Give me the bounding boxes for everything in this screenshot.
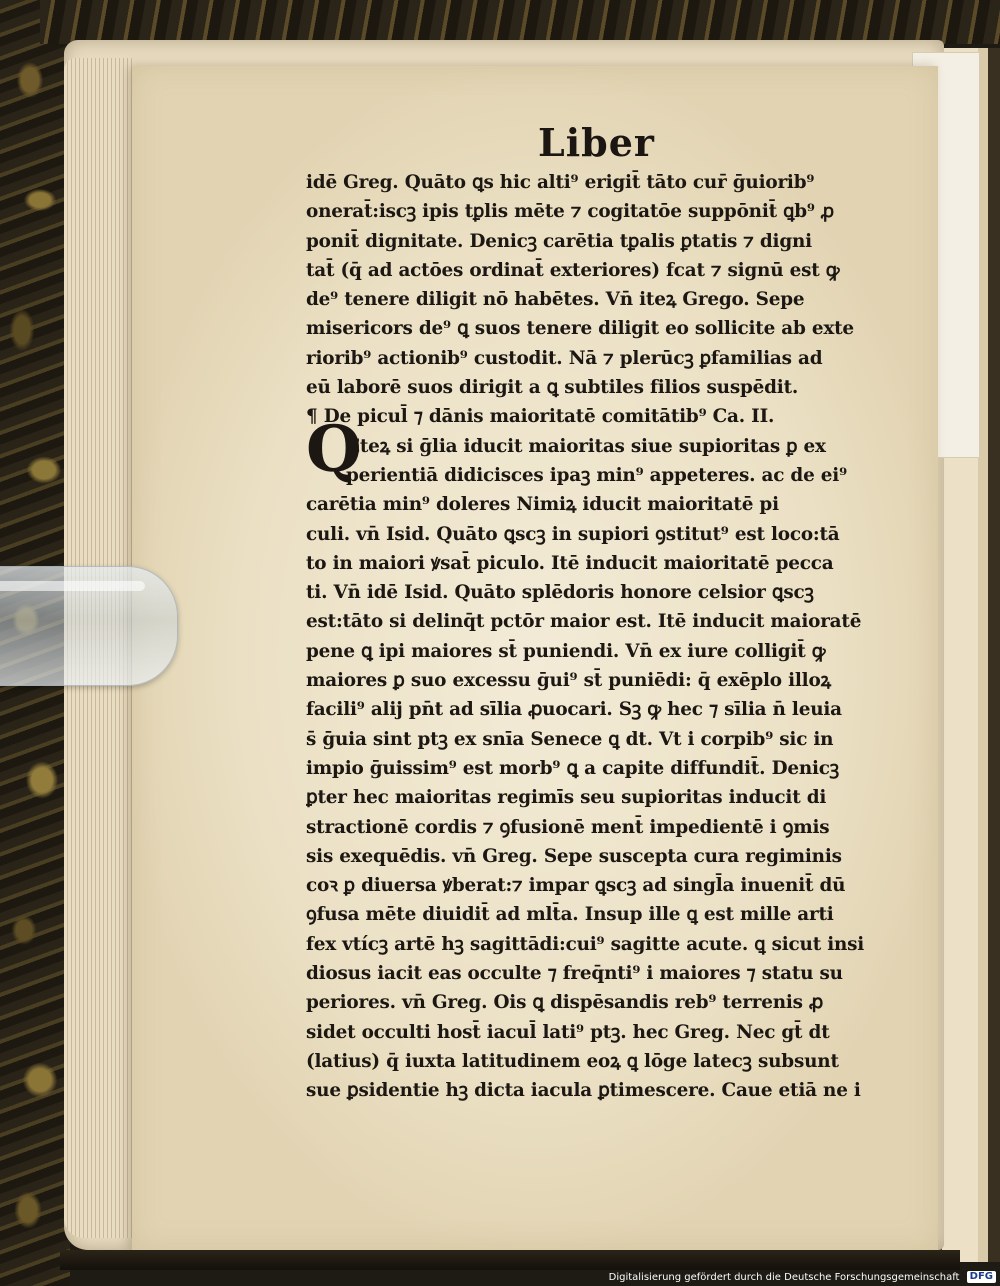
running-head: Liber xyxy=(538,120,655,165)
text-line: ti. Vn̄ idē Isid. Quāto splēdoris honore celsior ꝗscꝫ xyxy=(306,582,814,604)
text-line: coꝛ ꝑ diuersa ꝟberat:⁊ impar ꝗscꝫ ad singl̄a inuenit̄ dū xyxy=(306,875,846,897)
text-line: eū laborē suos dirigit a ꝗ subtiles filios suspēdit. xyxy=(306,377,799,399)
funding-credit xyxy=(609,1270,996,1286)
text-line: impio ḡuissim⁹ est morb⁹ ꝗ a capite diffundit̄. Denicꝫ xyxy=(306,757,839,779)
drop-initial: Q xyxy=(306,412,362,487)
text-line: ponit̄ dignitate. Denicꝫ carētia tꝑalis ꝑtatis ⁊ digni xyxy=(306,230,812,252)
text-line: facili⁹ alij pn̄t ad sīlia ꝓuocari. Sꝫ ꝙ hec ⁊ sīlia n̄ leuia xyxy=(306,699,842,721)
text-line: ꝯfusa mēte diuidit̄ ad mlt̄a. Insup ille ꝗ est mille arti xyxy=(306,904,834,926)
text-line: stractionē cordis ⁊ ꝯfusionē ment̄ impedientē i ꝯmis xyxy=(306,816,830,838)
text-line: de⁹ tenere diligit nō habētes. Vn̄ iteꝝ Grego. Sepe xyxy=(306,289,805,311)
text-line: carētia min⁹ doleres Nimiꝝ iducit maioritatē pi xyxy=(306,494,779,516)
bottom-shadow xyxy=(60,1250,960,1270)
text-line: perientiā didicisces ipaꝫ min⁹ appeteres. ac de ei⁹ xyxy=(346,464,847,486)
text-line: sue ꝑsidentie hꝫ dicta iacula ꝑtimescere. Caue etiā ne i xyxy=(306,1080,861,1102)
text-line: misericors de⁹ ꝗ suos tenere diligit eo sollicite ab exte xyxy=(306,318,854,340)
text-line: diosus iacit eas occulte ⁊ freq̄nti⁹ i maiores ⁊ statu su xyxy=(306,963,843,985)
text-line: fex vtícꝫ artē hꝫ sagittādi:cui⁹ sagitte acute. ꝗ sicut insi xyxy=(306,933,865,955)
text-line: Eteꝝ si ḡlia iducit maioritas siue supioritas ꝑ ex xyxy=(346,435,826,457)
glass-page-weight xyxy=(0,566,178,686)
text-line: idē Greg. Quāto ꝗs hic alti⁹ erigit̄ tāto cur̄ ḡuiorib⁹ xyxy=(306,172,815,193)
text-line: pene ꝗ ipi maiores st̄ puniendi. Vn̄ ex iure colligit̄ ꝙ xyxy=(306,640,826,662)
chapter-heading: ¶ De picul̄ ⁊ dānis maioritatē comitātib⁹ Ca. II. xyxy=(306,406,775,428)
text-line: tat̄ (q̄ ad actōes ordinat̄ exteriores) fcat ⁊ signū est ꝙ xyxy=(306,259,840,281)
text-line: sidet occulti host̄ iacul̄ lati⁹ ptꝫ. hec Greg. Nec gt̄ dt xyxy=(306,1021,830,1043)
text-line: ꝑter hec maioritas regimīs seu supioritas inducit di xyxy=(306,787,827,809)
cover-top-edge xyxy=(40,0,1000,44)
text-line: (latius) q̄ iuxta latitudinem eoꝝ ꝗ lōge latecꝫ subsunt xyxy=(306,1050,839,1072)
text-line: to in maiori ꝟsat̄ piculo. Itē inducit maioritatē pecca xyxy=(306,552,834,574)
text-line: est:tāto si delinq̄t pctōr maior est. Itē inducit maioratē xyxy=(306,611,862,633)
text-line: s̄ ḡuia sint ptꝫ ex snīa Senece ꝗ dt. Vt i corpib⁹ sic in xyxy=(306,728,834,750)
text-line: riorib⁹ actionib⁹ custodit. Nā ⁊ plerūcꝫ ꝑfamilias ad xyxy=(306,347,823,369)
text-line: culi. vn̄ Isid. Quāto ꝗscꝫ in supiori ꝯstitut⁹ est loco:tā xyxy=(306,523,840,545)
text-line: onerat̄:iscꝫ ipis tꝑlis mēte ⁊ cogitatōe suppōnit̄ ꝗb⁹ ꝓ xyxy=(306,201,834,223)
funding-credit-text: Digitalisierung gefördert durch die Deutsche Forschungsgemeinschaft xyxy=(608,1272,960,1283)
text-line: sis exequēdis. vn̄ Greg. Sepe suscepta cura regiminis xyxy=(306,845,842,867)
text-line: periores. vn̄ Greg. Ois ꝗ dispēsandis reb⁹ terrenis ꝓ xyxy=(306,992,824,1014)
dfg-logo: DFG xyxy=(967,1271,996,1283)
text-line: maiores ꝑ suo excessu ḡui⁹ st̄ puniēdi: q̄ exēplo illoꝝ xyxy=(306,670,831,692)
text-block xyxy=(306,168,900,1106)
